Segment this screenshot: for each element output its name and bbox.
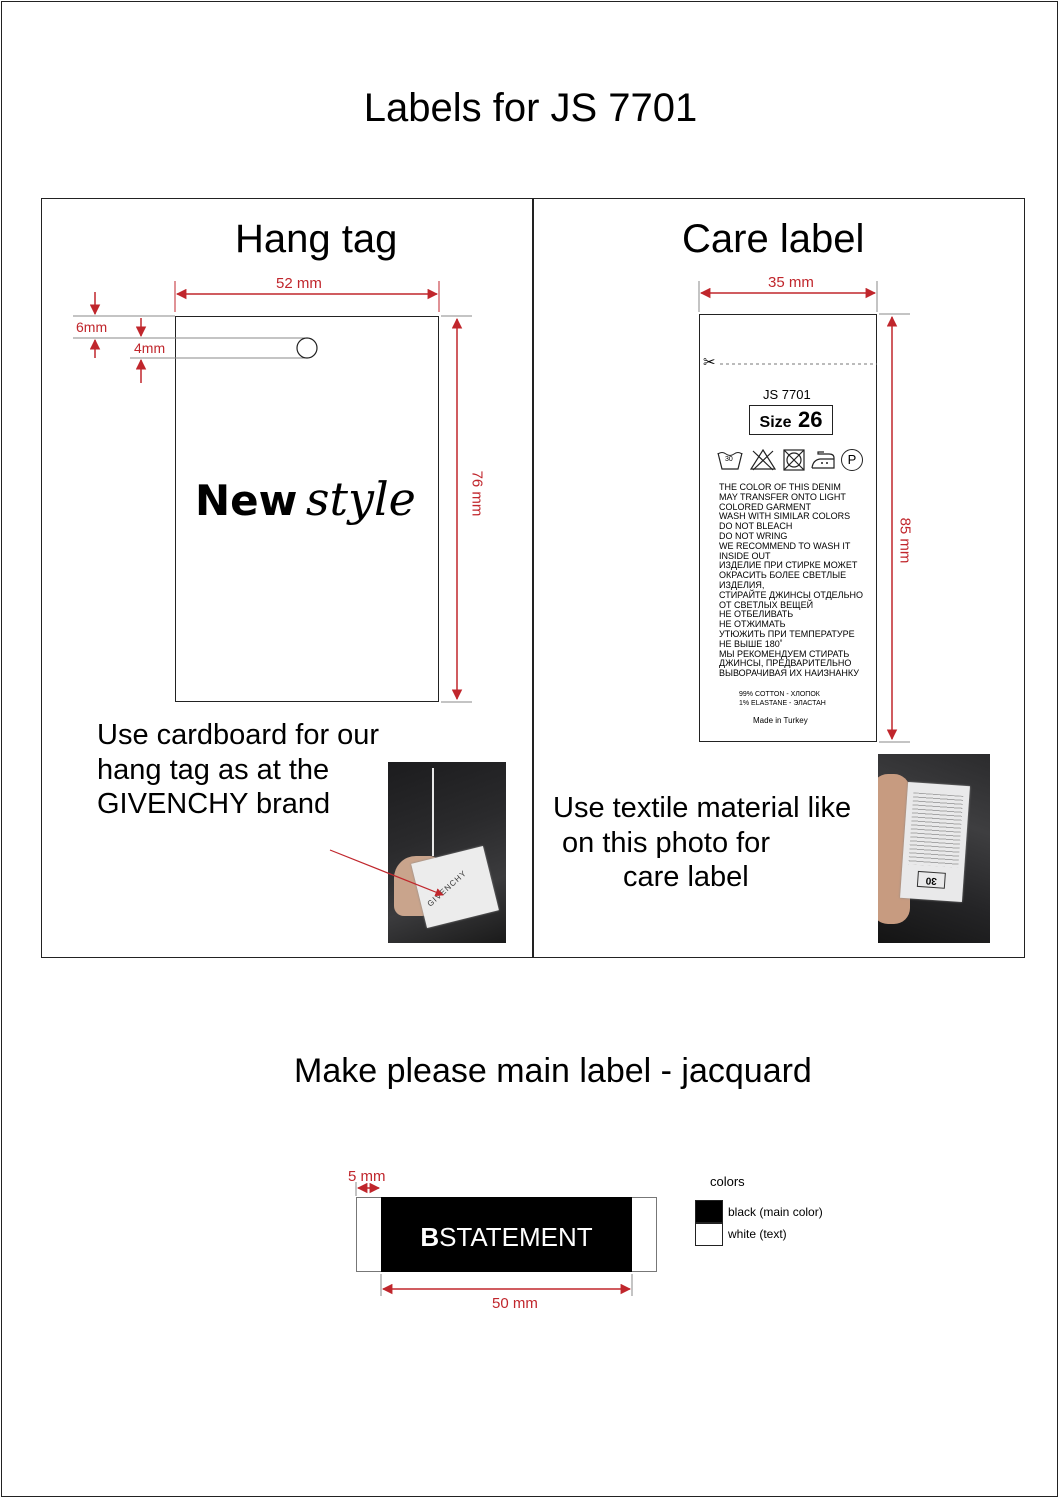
- care-instruction-line: INSIDE OUT: [719, 550, 771, 561]
- hang-tag-height-label: 76 mm: [468, 470, 486, 517]
- care-instruction-line: MAY TRANSFER ONTO LIGHT: [719, 491, 846, 502]
- care-instruction-line: СТИРАЙТЕ ДЖИНСЫ ОТДЕЛЬНО: [719, 589, 863, 600]
- care-instruction-line: МЫ РЕКОМЕНДУЕМ СТИРАТЬ: [719, 648, 850, 659]
- care-instruction-line: ИЗДЕЛИЯ,: [719, 579, 765, 590]
- size-word: Size: [759, 414, 792, 431]
- care-origin: Made in Turkey: [753, 716, 808, 725]
- scissors-icon: ✂: [703, 354, 716, 371]
- care-instruction-line: THE COLOR OF THIS DENIM: [719, 482, 841, 492]
- brand-initial: B: [420, 1222, 440, 1252]
- care-instruction-line: НЕ ВЫШЕ 180˚: [719, 638, 783, 649]
- hang-tag-hole-offset-label: 4mm: [134, 340, 166, 356]
- size-value: 26: [797, 407, 823, 432]
- care-height-label: 85 mm: [896, 517, 914, 564]
- care-instruction-line: НЕ ОТЖИМАТЬ: [719, 619, 786, 630]
- care-instruction-line: УТЮЖИТЬ ПРИ ТЕМПЕРАТУРЕ: [719, 628, 855, 639]
- hang-tag-heading: Hang tag: [235, 217, 398, 261]
- dry-clean-p-icon: P: [841, 449, 863, 471]
- care-note-line: on this photo for: [562, 826, 770, 859]
- care-instruction-line: ДЖИНСЫ, ПРЕДВАРИТЕЛЬНО: [719, 658, 852, 669]
- main-label-fold-label: 5 mm: [348, 1168, 386, 1185]
- care-instruction-line: ОКРАСИТЬ БОЛЕЕ СВЕТЛЫЕ: [719, 570, 847, 581]
- care-instruction-line: НЕ ОТБЕЛИВАТЬ: [719, 609, 794, 620]
- composition-line: 99% COTTON - ХЛОПОК: [739, 691, 820, 698]
- photo-tag-brand: GIVENCHY: [425, 868, 469, 909]
- hang-tag-top-offset-label: 6mm: [76, 319, 108, 335]
- care-instruction-line: COLORED GARMENT: [719, 501, 812, 512]
- document-title: Labels for JS 7701: [363, 86, 698, 130]
- care-instruction-line: WASH WITH SIMILAR COLORS: [719, 511, 851, 522]
- brand-word-new: New: [195, 476, 298, 525]
- care-instruction-line: ИЗДЕЛИЕ ПРИ СТИРКЕ МОЖЕТ: [719, 560, 858, 571]
- care-instruction-line: ОТ СВЕТЛЫХ ВЕЩЕЙ: [719, 599, 814, 610]
- composition-line: 1% ELASTANE - ЭЛАСТАН: [739, 700, 826, 707]
- photo-size-box: 30: [917, 871, 946, 889]
- wash-temp-label: 30: [725, 456, 733, 463]
- colors-heading: colors: [710, 1174, 745, 1189]
- brand-rest: STATEMENT: [439, 1222, 593, 1252]
- hang-tag-note-line: Use cardboard for our: [97, 719, 380, 751]
- care-instruction-line: WE RECOMMEND TO WASH IT: [719, 540, 851, 551]
- hang-tag-note-line: GIVENCHY brand: [97, 788, 331, 820]
- care-label-heading: Care label: [682, 217, 865, 261]
- brand-word-style: style: [305, 472, 416, 526]
- care-article: JS 7701: [763, 387, 811, 402]
- care-instruction-line: DO NOT BLEACH: [719, 521, 793, 532]
- color-label-black: black (main color): [728, 1205, 823, 1219]
- care-width-label: 35 mm: [768, 274, 814, 291]
- care-note-line: care label: [623, 861, 749, 893]
- hang-tag-hole: [297, 338, 317, 358]
- main-label-width-label: 50 mm: [492, 1295, 538, 1312]
- hang-tag-note-line: hang tag as at the: [97, 753, 330, 786]
- care-instruction-line: ВЫВОРАЧИВАЯ ИХ НАИЗНАНКУ: [719, 668, 859, 679]
- color-label-white: white (text): [728, 1227, 787, 1241]
- photo-pointer-arrow: [330, 850, 443, 895]
- hang-tag-width-label: 52 mm: [276, 275, 322, 292]
- main-label-heading: Make please main label - jacquard: [294, 1052, 812, 1090]
- care-instruction-line: DO NOT WRING: [719, 530, 788, 541]
- care-note-line: Use textile material like: [553, 792, 852, 824]
